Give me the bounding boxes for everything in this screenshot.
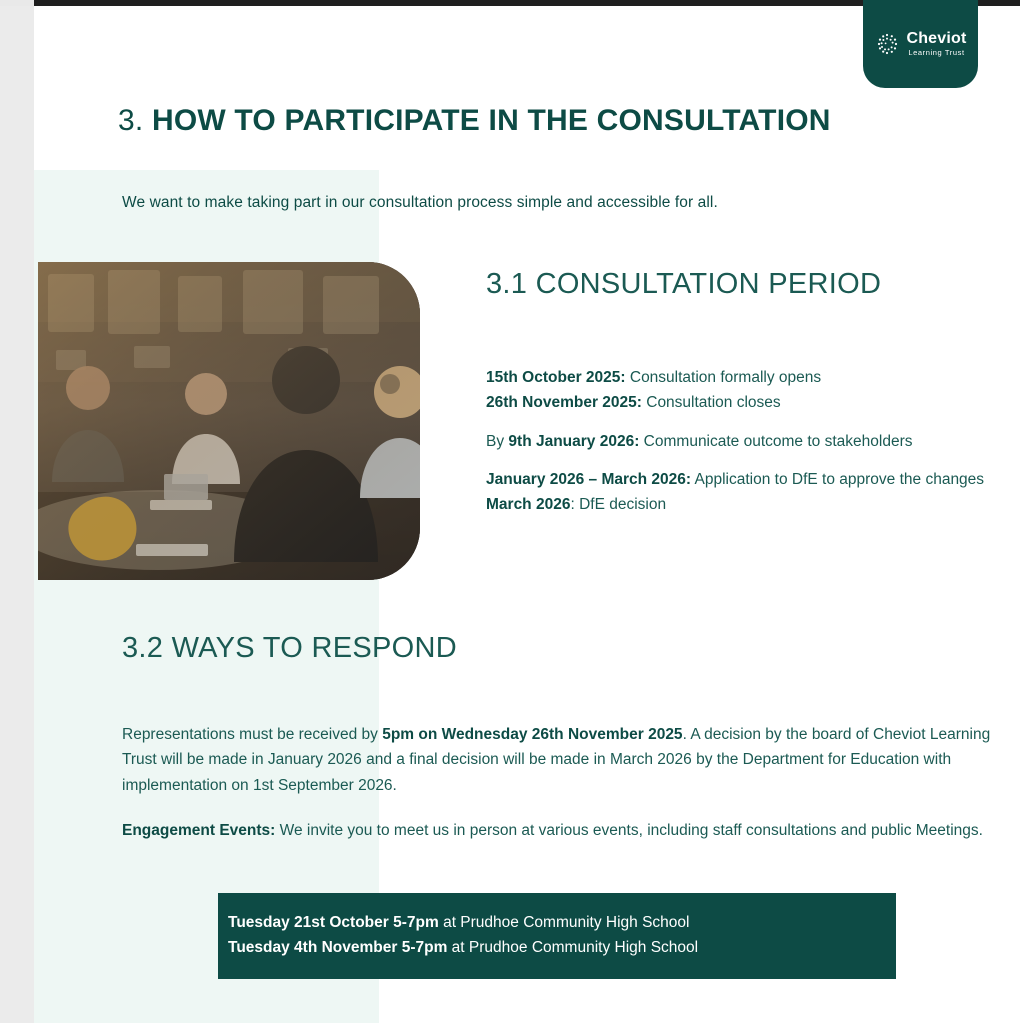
paragraph-representations <box>122 722 992 798</box>
event-datetime: Tuesday 4th November 5-7pm <box>228 939 448 956</box>
logo-subtitle: Learning Trust <box>908 48 965 58</box>
paragraph-engagement-events <box>122 818 992 843</box>
trust-logo <box>863 0 978 88</box>
timeline-item <box>486 366 998 391</box>
timeline-desc: Consultation formally opens <box>625 369 822 386</box>
timeline-desc: : DfE decision <box>570 496 667 514</box>
group-discussion-photo <box>38 262 420 580</box>
timeline-item <box>486 493 998 518</box>
events-callout-box <box>218 893 896 979</box>
ways-to-respond-body <box>122 722 992 863</box>
paragraph-text-part-2: . A decision by the board of Cheviot Learning Trust will be made in January 2026 and a final decision will be made in March 2026 by the Department for Education with implementation on 1st September 2026. <box>122 726 991 794</box>
event-location: at Prudhoe Community High School <box>447 939 699 956</box>
consultation-period-list <box>486 366 998 532</box>
section-title: HOW TO PARTICIPATE IN THE CONSULTATION <box>151 104 831 137</box>
timeline-term: 26th November 2025: <box>486 393 642 411</box>
timeline-desc: Application to DfE to approve the changes <box>691 471 985 489</box>
section-number: 3. <box>118 104 144 137</box>
event-row <box>228 911 896 936</box>
engagement-events-label: Engagement Events: <box>122 821 276 839</box>
paragraph-deadline: 5pm on Wednesday 26th November 2025 <box>382 726 683 743</box>
logo-title: Cheviot <box>906 29 967 47</box>
timeline-term: 9th January 2026: <box>508 432 640 450</box>
paragraph-text-part-1: Representations must be received by <box>122 726 383 743</box>
section-intro: We want to make taking part in our consultation process simple and accessible for all. <box>122 194 718 211</box>
circular-dots-logo-icon <box>874 31 900 57</box>
engagement-events-text: We invite you to meet us in person at various events, including staff consultations and public Meetings. <box>275 821 983 839</box>
timeline-item <box>486 468 998 493</box>
event-row <box>228 936 896 961</box>
timeline-item <box>486 430 998 455</box>
timeline-term: March 2026 <box>486 496 571 514</box>
timeline-term: January 2026 – March 2026: <box>486 471 692 489</box>
subsection-heading-ways-to-respond: 3.2 WAYS TO RESPOND <box>122 632 457 664</box>
subsection-heading-consultation-period: 3.1 CONSULTATION PERIOD <box>486 268 882 300</box>
timeline-desc: Consultation closes <box>641 393 781 411</box>
timeline-term: 15th October 2025: <box>486 369 626 386</box>
timeline-prefix: By <box>486 432 509 450</box>
timeline-desc: Communicate outcome to stakeholders <box>639 432 913 450</box>
page-left-gutter <box>0 0 34 1023</box>
event-datetime: Tuesday 21st October 5-7pm <box>228 914 439 932</box>
page-left-gutter-inner <box>0 6 34 1023</box>
timeline-item <box>486 391 998 416</box>
event-location: at Prudhoe Community High School <box>438 914 690 932</box>
page-title <box>118 104 831 138</box>
